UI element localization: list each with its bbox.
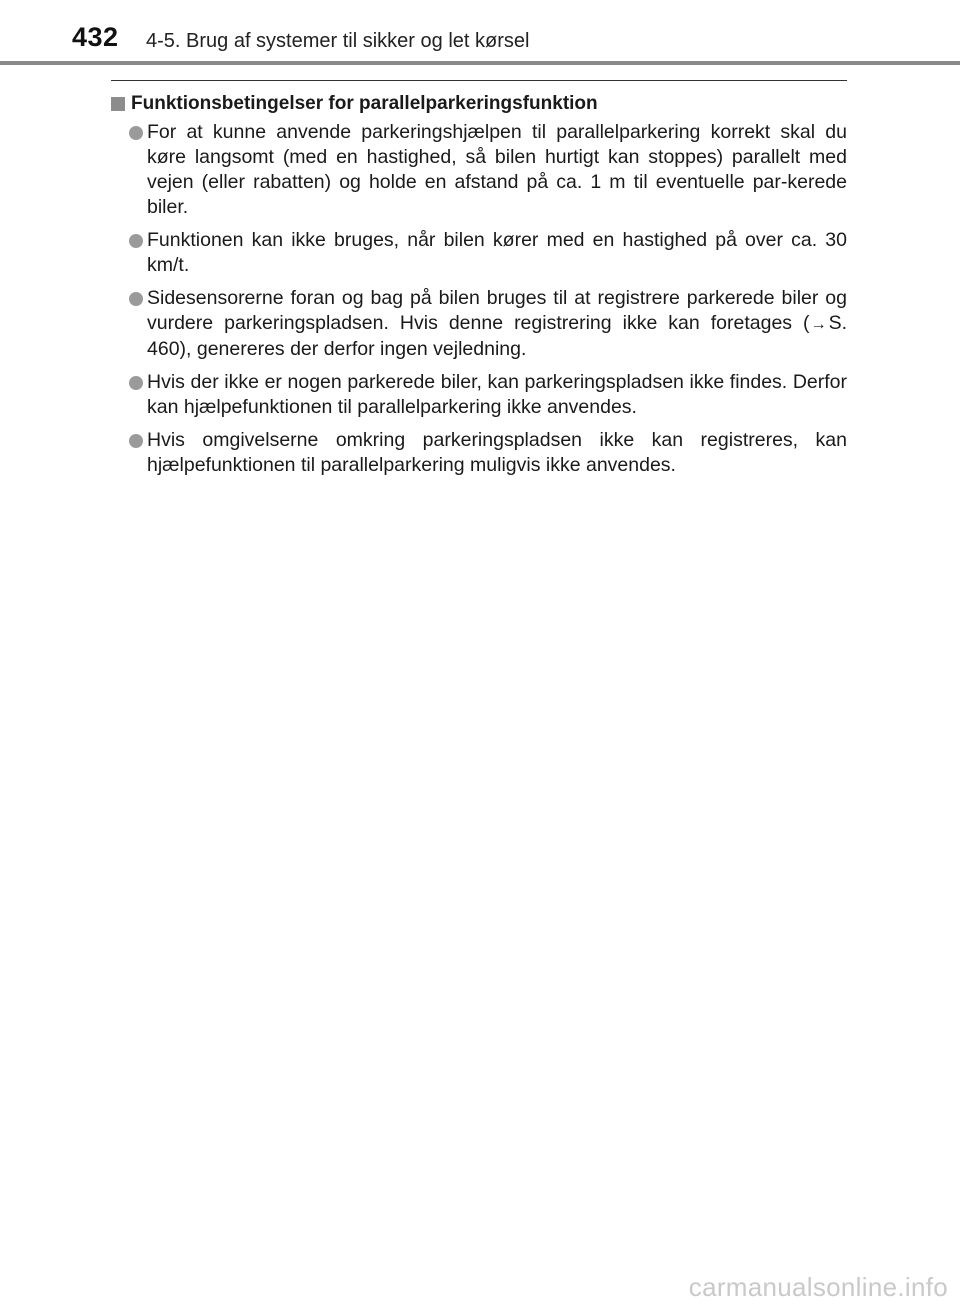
circle-bullet-icon (129, 376, 143, 390)
list-item-text-before-ref: Sidesensorerne foran og bag på bilen bruges til at registrere parkerede biler og vurdere parkeringspladsen. Hvis denne registrering ikke kan foretages ( (147, 287, 847, 334)
list-item (111, 228, 847, 278)
section-heading (111, 92, 847, 116)
header-rule (0, 61, 960, 65)
list-item-text: Funktionen kan ikke bruges, når bilen kører med en hastighed på over ca. 30 km/t. (147, 229, 847, 276)
list-item (111, 286, 847, 362)
list-item (111, 370, 847, 420)
list-item (111, 120, 847, 220)
circle-bullet-icon (129, 292, 143, 306)
circle-bullet-icon (129, 434, 143, 448)
list-item-text: Hvis omgivelserne omkring parkeringspladsen ikke kan registreres, kan hjælpefunktionen til parallelparkering muligvis ikke anvendes. (147, 429, 847, 476)
circle-bullet-icon (129, 234, 143, 248)
list-item-text: Hvis der ikke er nogen parkerede biler, kan parkeringspladsen ikke findes. Derfor kan hjælpefunktionen til parallelparkering ikke anvendes. (147, 371, 847, 418)
bullet-list (111, 120, 847, 478)
section-rule (111, 80, 847, 81)
watermark: carmanualsonline.info (688, 1272, 948, 1302)
running-header: 4-5. Brug af systemer til sikker og let kørsel (146, 30, 530, 52)
square-bullet-icon (111, 97, 125, 111)
circle-bullet-icon (129, 126, 143, 140)
section-heading-text: Funktionsbetingelser for parallelparkeringsfunktion (131, 93, 598, 114)
list-item (111, 428, 847, 478)
page-number: 432 (72, 22, 119, 52)
arrow-right-icon: → (810, 316, 827, 333)
list-item-text-after-ref[interactable]: S. 460), genereres der derfor ingen vejledning. (147, 312, 847, 360)
list-item-text: For at kunne anvende parkeringshjælpen til parallelparkering korrekt skal du køre langsomt (med en hastighed, så bilen hurtigt kan stoppes) parallelt med vejen (eller rabatten) og holde en afstand på ca. 1 m til eventuelle par-kerede biler. (147, 121, 847, 218)
content-area (111, 92, 847, 486)
